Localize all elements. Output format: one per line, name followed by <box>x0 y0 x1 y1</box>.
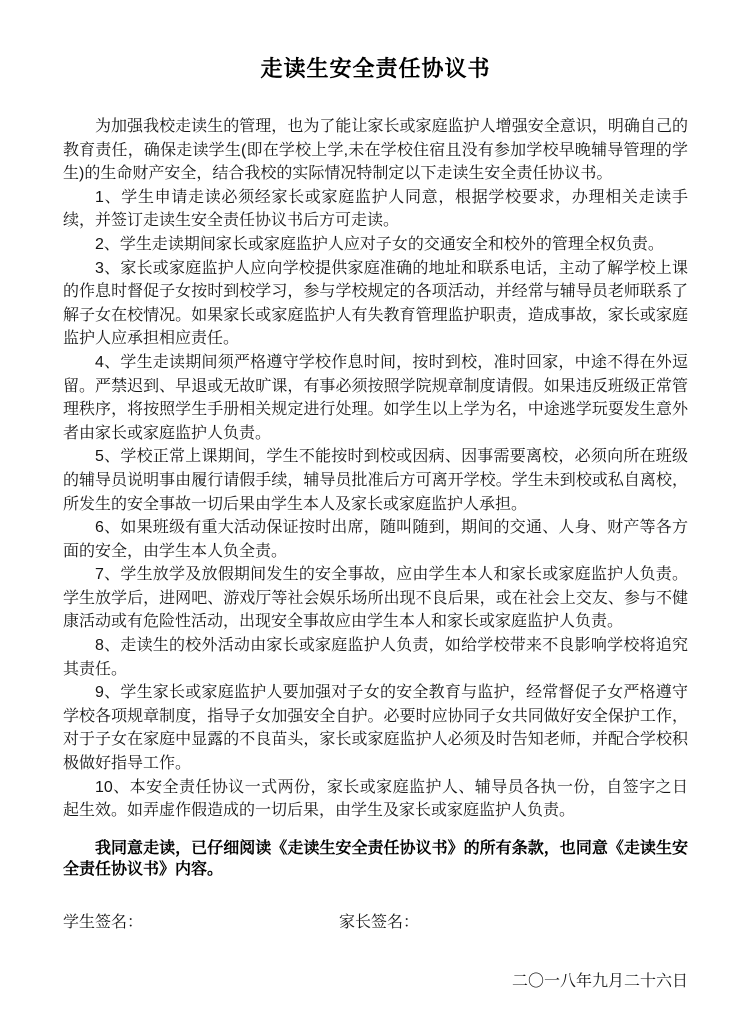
document-date: 二〇一八年九月二十六日 <box>511 972 688 990</box>
clause-paragraph: 8、走读生的校外活动由家长或家庭监护人负责，如给学校带来不良影响学校将追究其责任。 <box>63 637 688 678</box>
signature-row <box>63 909 688 932</box>
parent-signature-label: 家长签名： <box>339 913 420 931</box>
intro-paragraph: 为加强我校走读生的管理，也为了能让家长或家庭监护人增强安全意识，明确自己的教育责任，确保走读学生(即在学校上学,未在学校住宿且没有参加学校早晚辅导管理的学生)的生命财产安全，结合我校的实际情况特制定以下走读生安全责任协议书。 <box>63 118 688 183</box>
clause-paragraph: 2、学生走读期间家长或家庭监护人应对子女的交通安全和校外的管理全权负责。 <box>95 235 664 253</box>
clause-paragraph: 9、学生家长或家庭监护人要加强对子女的安全教育与监护，经常督促子女严格遵守学校各项规章制度，指导子女加强安全自护。必要时应协同子女共同做好安全保护工作，对于子女在家庭中显露的不良苗头，家长或家庭监护人必须及时告知老师，并配合学校积极做好指导工作。 <box>63 684 688 773</box>
clause-paragraph: 3、家长或家庭监护人应向学校提供家庭准确的地址和联系电话，主动了解学校上课的作息时督促子女按时到校学习，参与学校规定的各项活动，并经常与辅导员老师联系了解子女在校情况。如果家长或家庭监护人有失教育管理监护职责，造成事故，家长或家庭监护人应承担相应责任。 <box>63 259 688 348</box>
clause-paragraph: 10、本安全责任协议一式两份，家长或家庭监护人、辅导员各执一份，自签字之日起生效。如弄虚作假造成的一切后果，由学生及家长或家庭监护人负责。 <box>63 778 688 820</box>
clauses-list <box>63 186 688 823</box>
clause-paragraph: 7、学生放学及放假期间发生的安全事故，应由学生本人和家长或家庭监护人负责。学生放学后，进网吧、游戏厅等社会娱乐场所出现不良后果，或在社会上交友、参与不健康活动或有危险性活动，出现安全事故应由学生本人和家长或家庭监护人负责。 <box>63 566 688 631</box>
agreement-paragraph: 我同意走读，已仔细阅读《走读生安全责任协议书》的所有条款，也同意《走读生安全责任协议书》内容。 <box>63 839 688 879</box>
student-signature-label: 学生签名： <box>63 913 144 931</box>
clause-paragraph: 6、如果班级有重大活动保证按时出席，随叫随到，期间的交通、人身、财产等各方面的安全，由学生本人负全责。 <box>63 519 688 560</box>
clause-paragraph: 1、学生申请走读必须经家长或家庭监护人同意，根据学校要求，办理相关走读手续，并签订走读生安全责任协议书后方可走读。 <box>63 188 688 230</box>
document-title: 走读生安全责任协议书 <box>260 56 491 81</box>
clause-paragraph: 5、学校正常上课期间，学生不能按时到校或因病、因事需要离校，必须向所在班级的辅导员说明事由履行请假手续，辅导员批准后方可离开学校。学生未到校或私自离校，所发生的安全事故一切后果由学生本人及家长或家庭监护人承担。 <box>63 448 688 513</box>
clause-paragraph: 4、学生走读期间须严格遵守学校作息时间，按时到校，准时回家，中途不得在外逗留。严禁迟到、早退或无故旷课，有事必须按照学院规章制度请假。如果违反班级正常管理秩序，将按照学生手册相关规定进行处理。如学生以上学为名，中途逃学玩耍发生意外者由家长或家庭监护人负责。 <box>63 353 688 442</box>
